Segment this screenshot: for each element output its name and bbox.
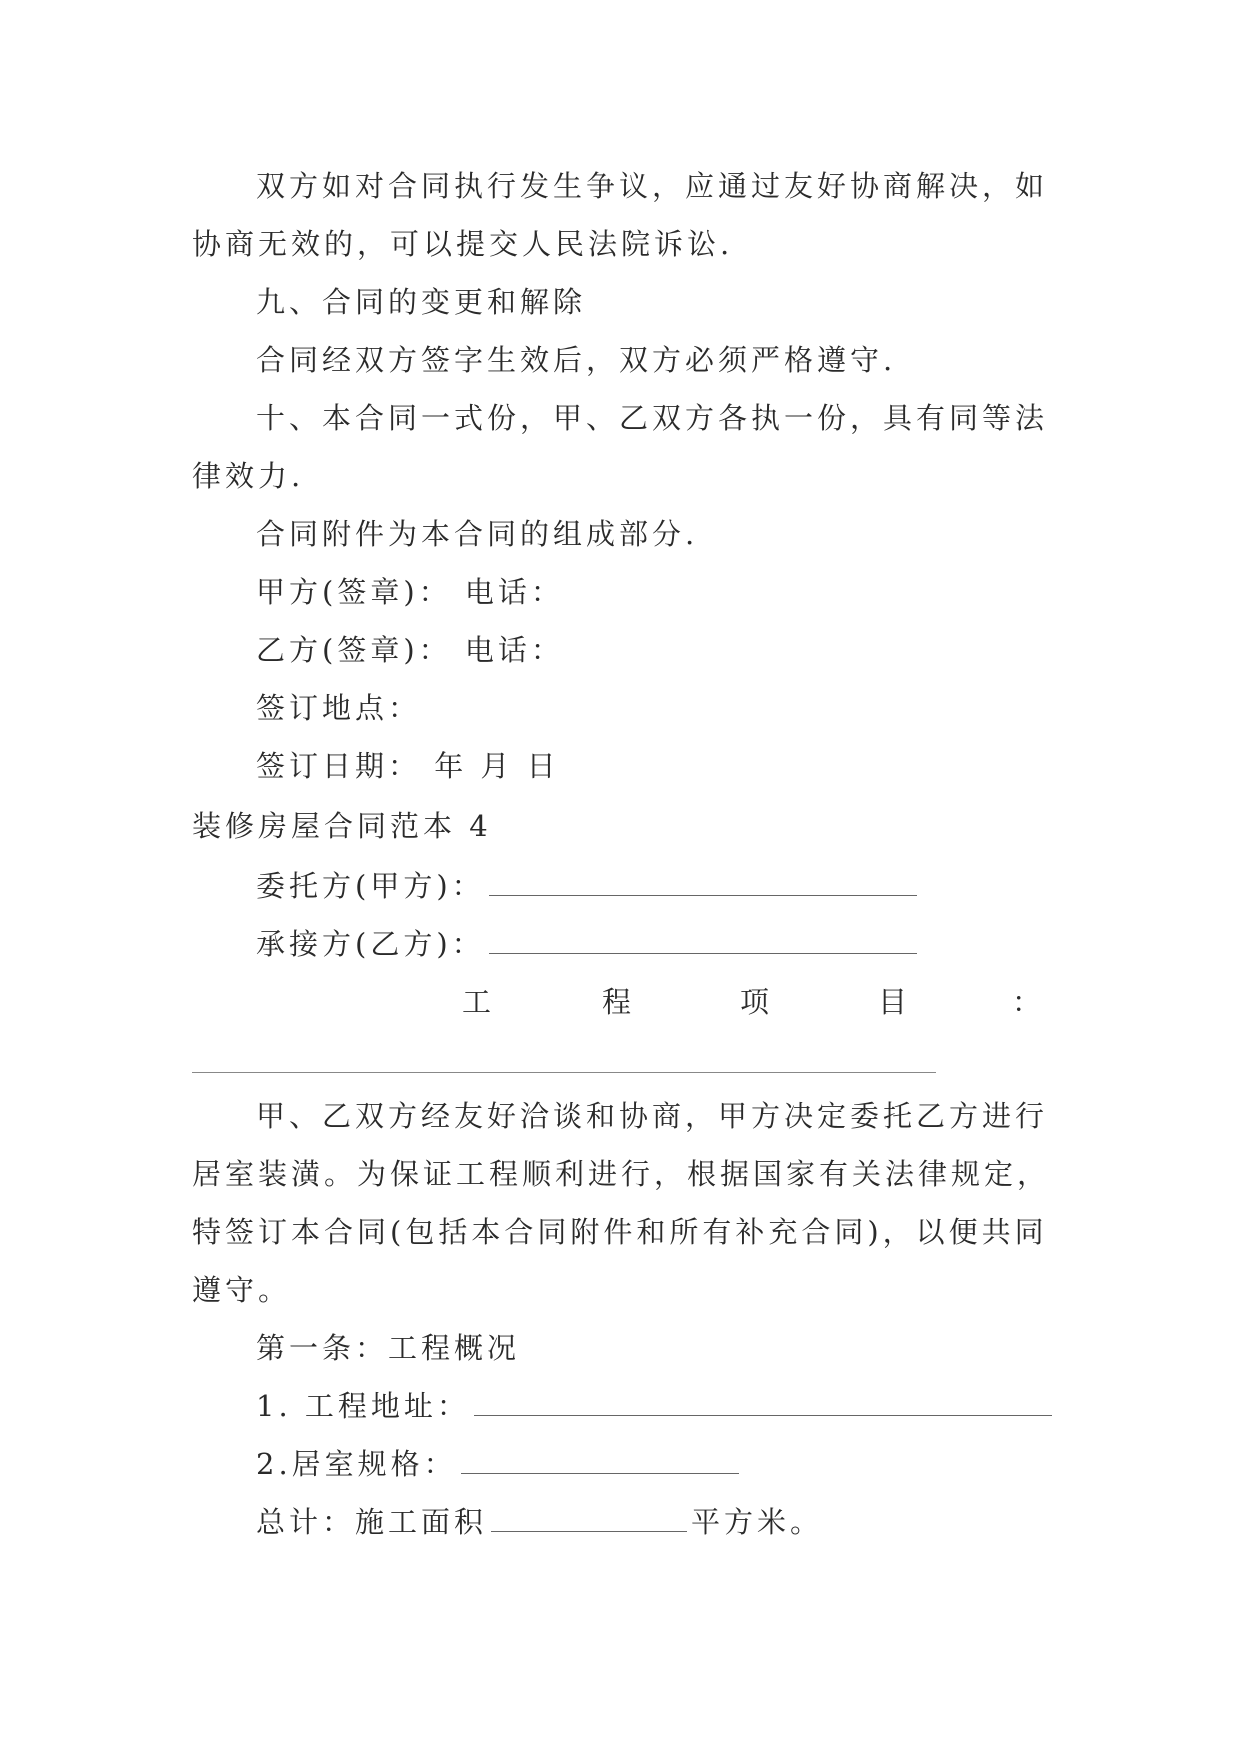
total-area-row [256, 1502, 823, 1542]
signing-date: 签订日期： 年 月 日 [256, 749, 560, 783]
party-a-signature: 甲方(签章)： 电话： [256, 575, 564, 609]
section-ten-cont: 律效力. [192, 459, 305, 493]
project-address-label: 1. 工程地址： [256, 1389, 470, 1423]
party-b-signature: 乙方(签章)： 电话： [256, 633, 564, 667]
room-spec-blank [461, 1445, 739, 1474]
section-ten: 十、本合同一式份，甲、乙双方各执一份，具有同等法 [256, 401, 1049, 435]
project-address-blank [474, 1387, 1052, 1416]
paragraph-effective: 合同经双方签字生效后，双方必须严格遵守. [256, 343, 897, 377]
project-blank-line [192, 1072, 936, 1073]
room-spec-label: 2.居室规格： [256, 1447, 457, 1481]
room-spec-row [256, 1444, 739, 1484]
total-area-label: 总计：施工面积 [256, 1505, 488, 1539]
total-area-blank [491, 1503, 687, 1532]
article-one-heading: 第一条：工程概况 [256, 1331, 521, 1365]
contractor-party-blank [489, 925, 917, 954]
project-title-char-4: 目 [878, 985, 908, 1019]
paragraph-agreement-cont-1: 居室装潢。为保证工程顺利进行，根据国家有关法律规定， [192, 1157, 1051, 1191]
contractor-party-row [256, 924, 917, 964]
signing-place: 签订地点： [256, 691, 422, 725]
project-title-char-2: 程 [602, 985, 632, 1019]
client-party-row [256, 866, 917, 906]
paragraph-agreement-cont-2: 特签订本合同(包括本合同附件和所有补充合同)，以便共同 [192, 1215, 1048, 1249]
total-area-unit: 平方米。 [691, 1505, 824, 1539]
project-title-colon: ： [1012, 985, 1042, 1019]
paragraph-dispute: 双方如对合同执行发生争议，应通过友好协商解决，如 [256, 169, 1049, 203]
client-party-label: 委托方(甲方)： [256, 869, 485, 903]
paragraph-agreement-cont-3: 遵守。 [192, 1273, 292, 1307]
paragraph-attachment: 合同附件为本合同的组成部分. [256, 517, 699, 551]
client-party-blank [489, 867, 917, 896]
section-nine-heading: 九、合同的变更和解除 [256, 285, 587, 319]
project-address-row [256, 1386, 1052, 1426]
paragraph-agreement: 甲、乙双方经友好洽谈和协商，甲方决定委托乙方进行 [256, 1099, 1049, 1133]
paragraph-dispute-cont: 协商无效的，可以提交人民法院诉讼. [192, 227, 734, 261]
project-title-char-3: 项 [740, 985, 770, 1019]
contract-title: 装修房屋合同范本 4 [192, 809, 492, 843]
contractor-party-label: 承接方(乙方)： [256, 927, 485, 961]
project-title-char-1: 工 [462, 985, 492, 1019]
